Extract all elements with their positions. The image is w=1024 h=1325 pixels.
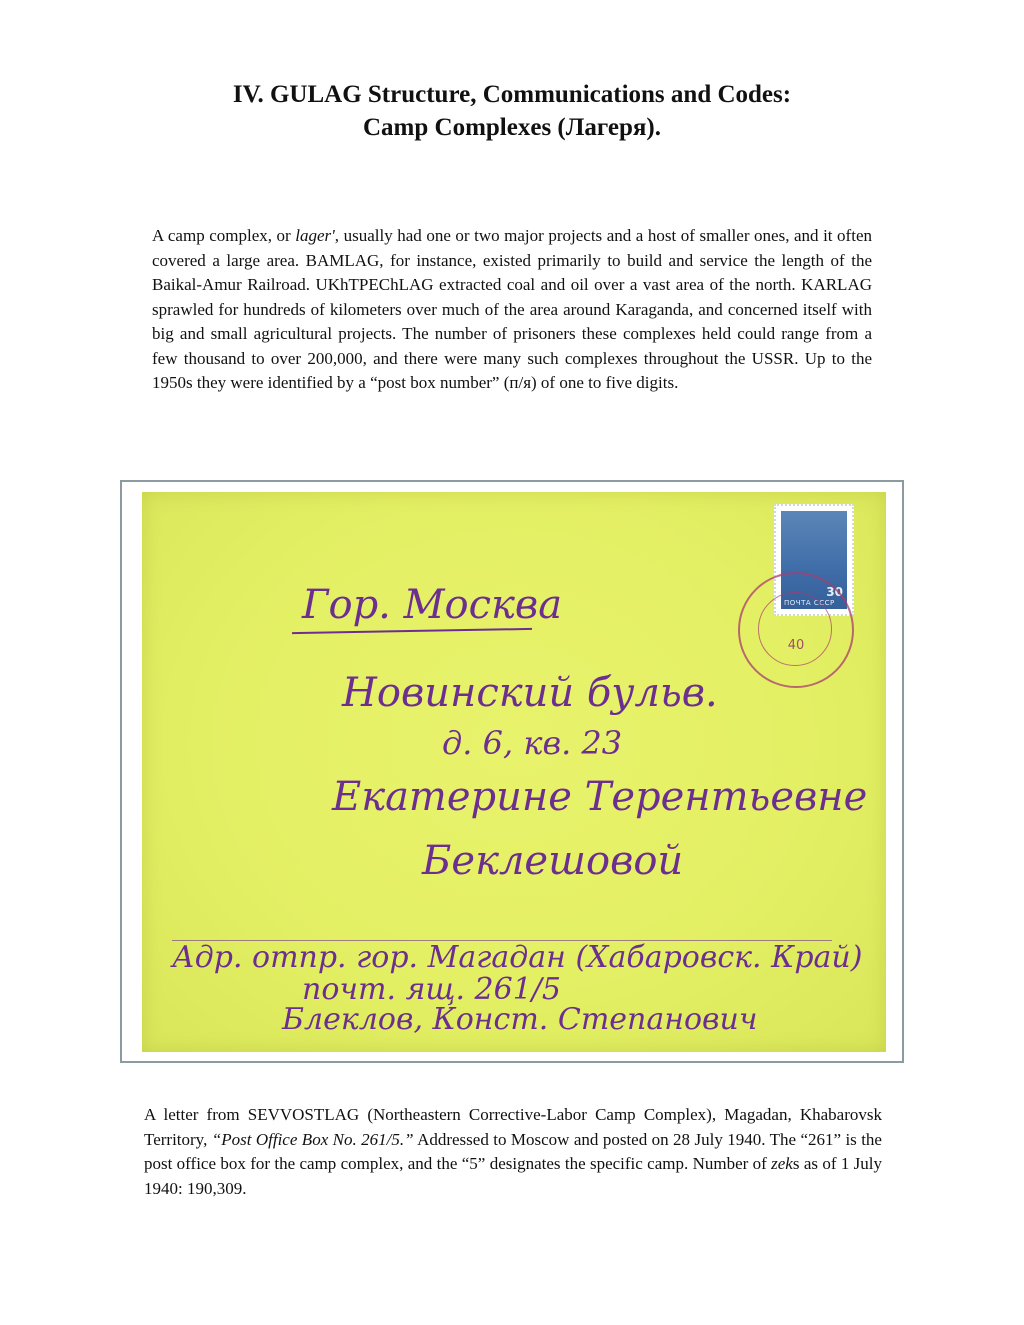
caption-italic-box: “Post Office Box No. 261/5.” — [211, 1129, 414, 1149]
address-street: Новинский бульв. — [342, 670, 718, 716]
intro-text-2: , usually had one or two major projects and a host of smaller ones, and it often covered a large area. BAMLAG, for instance, existed primarily to build and service the length of the Baikal-Amur Railroad. UKhTPEChLAG extracted coal and oil over a vast area of the north. KARLAG sprawled for hundreds of kilometers over much of the area around Karaganda, and concerned itself with big and small agricultural projects. The number of prisoners these complexes held could range from a few thousand to over 200,000, and there were many such complexes throughout the USSR. Up to the 1950s they were identified by a “post box number” (п/я) of one to five digits. — [152, 226, 872, 392]
recipient-name: Екатерине Терентьевне — [332, 774, 868, 820]
title-line-2: Camp Complexes (Лагеря). — [362, 114, 661, 141]
return-address-line-1: Адр. отпр. гор. Магадан (Хабаровск. Край) — [172, 940, 863, 975]
envelope-image-frame — [120, 480, 904, 1063]
address-city: Гор. Москва — [302, 582, 563, 628]
title-line-1: IV. GULAG Structure, Communications and Codes: — [232, 81, 792, 108]
caption-text-1: A letter from SEVVOSTLAG (Northeastern Corrective-Labor Camp Complex), Magadan, Khabarovsk Territory, — [144, 1105, 882, 1149]
stamp-value: 30 — [826, 585, 843, 599]
intro-text-1: A camp complex, or — [152, 226, 296, 245]
intro-italic-lager: lager' — [295, 226, 335, 245]
envelope-image — [142, 492, 886, 1052]
postmark — [738, 572, 854, 688]
return-address-line-3: Блеклов, Конст. Степанович — [282, 1002, 758, 1037]
stamp-text: ПОЧТА СССР — [784, 599, 835, 607]
address-underline — [292, 628, 532, 634]
image-caption — [144, 1103, 882, 1201]
page-title — [0, 78, 1024, 144]
recipient-surname: Беклешовой — [422, 838, 684, 884]
caption-text-3: s as of 1 July 1940: 190,309. — [144, 1154, 883, 1198]
postmark-date: 40 — [787, 638, 805, 653]
return-address-line-2: почт. ящ. 261/5 — [302, 972, 561, 1007]
postmark-inner-ring — [758, 592, 832, 666]
address-house: д. 6, кв. 23 — [442, 724, 623, 762]
caption-text-2: Addressed to Moscow and posted on 28 July 1940. The “261” is the post office box for the camp complex, and the “5” designates the specific camp. Number of — [144, 1129, 882, 1173]
caption-italic-zek: zek — [771, 1154, 793, 1173]
intro-paragraph — [152, 224, 872, 396]
